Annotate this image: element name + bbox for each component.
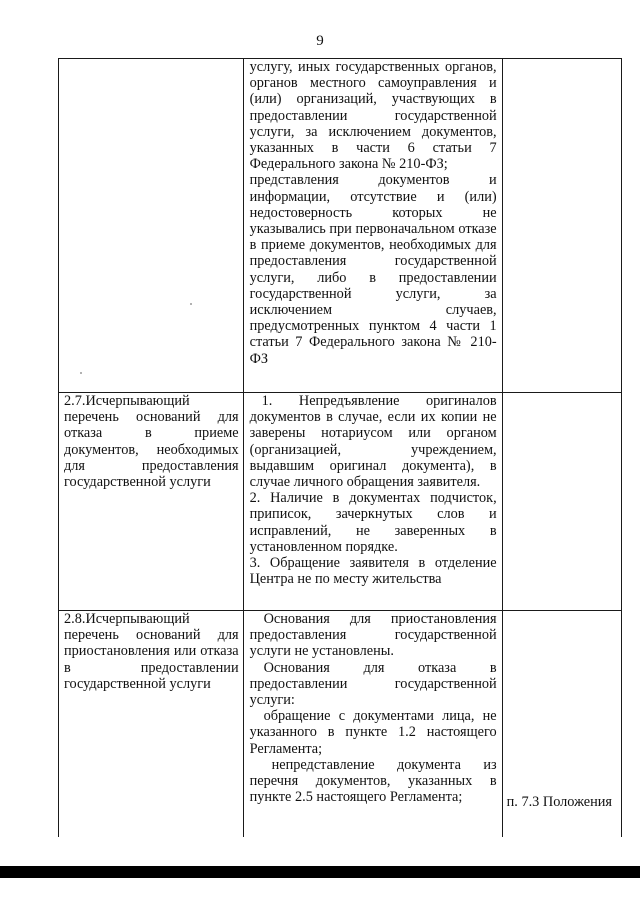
table-cell-section: 2.8.Исчерпывающий перечень оснований для приостановления или отказа в предоставлении государственной услуги: [59, 611, 244, 837]
table-row: [59, 393, 622, 611]
paragraph: обращение с документами лица, не указанного в пункте 1.2 настоящего Регламента;: [249, 708, 497, 757]
table-row: [59, 59, 622, 393]
scan-border-bar: [0, 866, 640, 878]
paragraph: непредставление документа из перечня документов, указанных в пункте 2.5 настоящего Регламента;: [249, 756, 497, 806]
paragraph: 1. Непредъявление оригиналов документов в случае, если их копии не заверены нотариусом или органом (организацией, учреждением, выдавшим оригинал документа), в случае личного обращения заявителя.: [249, 393, 497, 491]
regulation-table: [58, 58, 622, 837]
paragraph: представления документов и информации, отсутствие и (или) недостоверность которых не указывались при первоначальном отказе в приеме документов, необходимых для предоставления государственной услуги, либо в предоставлении государственной услуги, за исключением случаев, предусмотренных пунктом 4 части 1 статьи 7 Федерального закона № 210-ФЗ: [249, 172, 497, 367]
page-number: 9: [316, 33, 324, 49]
table-cell-content: [243, 393, 502, 611]
scan-speck: [190, 303, 192, 305]
table-cell-content: [243, 611, 502, 837]
table-row: [59, 611, 622, 837]
table-cell-reference: [502, 59, 621, 393]
table-cell-reference: [502, 393, 621, 611]
table-cell-section: 2.7.Исчерпывающий перечень оснований для отказа в приеме документов, необходимых для предоставления государственной услуги: [59, 393, 244, 611]
paragraph: Основания для отказа в предоставлении государственной услуги:: [249, 659, 497, 709]
paragraph: 3. Обращение заявителя в отделение Центра не по месту жительства: [249, 555, 497, 588]
paragraph: услугу, иных государственных органов, органов местного самоуправления и (или) организаций, участвующих в предоставлении государственной услуги, за исключением документов, указанных в части 6 статьи 7 Федерального закона № 210-ФЗ;: [249, 59, 497, 173]
paragraph: Основания для приостановления предоставления государственной услуги не установлены.: [249, 611, 497, 660]
paragraph: 2. Наличие в документах подчисток, приписок, зачеркнутых слов и исправлений, не заверенных в установленном порядке.: [249, 490, 497, 555]
scan-speck: [80, 372, 82, 374]
table-cell-content: [243, 59, 502, 393]
table-cell-section: [59, 59, 244, 393]
table-cell-reference: п. 7.3 Положения: [502, 611, 621, 837]
